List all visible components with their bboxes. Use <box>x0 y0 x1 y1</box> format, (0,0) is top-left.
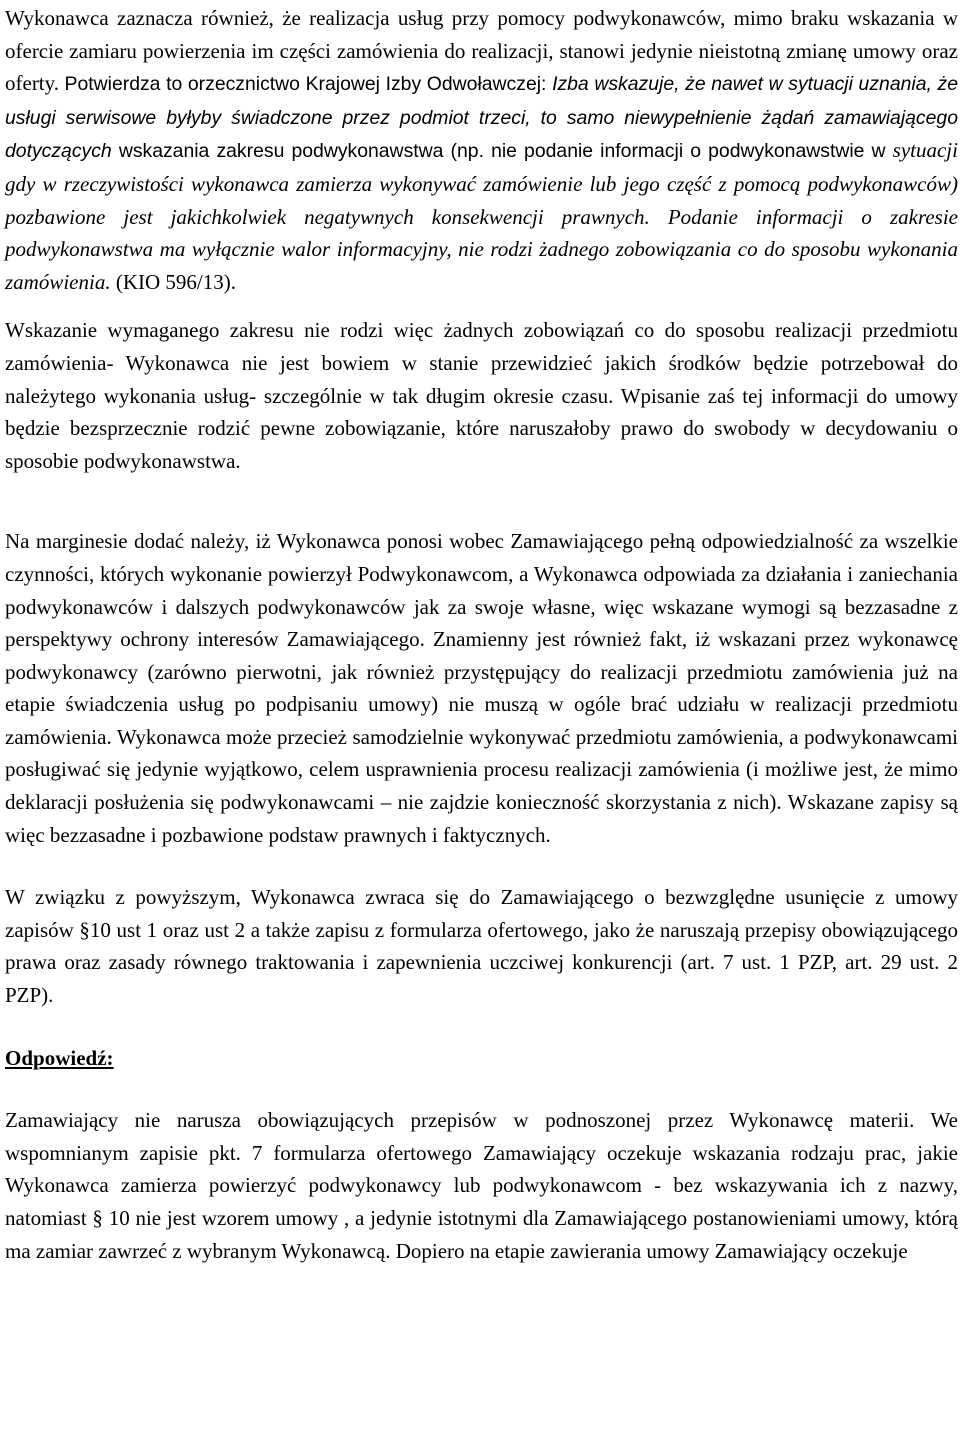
spacer <box>5 1074 958 1104</box>
spacer <box>5 1012 958 1042</box>
paragraph-answer: Zamawiający nie narusza obowiązujących przepisów w podnoszonej przez Wykonawcę materii. We wspomnianym zapisie pkt. 7 formularza ofertowego Zamawiający oczekuje wskazania rodzaju prac, jakie Wykonawca zamierza powierzyć podwykonawcy lub podwykonawcom - bez wskazywania ich z nazwy, natomiast § 10 nie jest wzorem umowy , a jedynie istotnymi dla Zamawiającego postanowieniami umowy, którą ma zamiar zawrzeć z wybranym Wykonawcą. Dopiero na etapie zawierania umowy Zamawiający oczekuje <box>5 1108 958 1263</box>
paragraph-text: Wykonawca zaznacza również, że realizacja usług przy pomocy podwykonawców, mimo braku wskazania w ofercie zamiaru powierzenia im części zamówienia do realizacji, stanowi jedynie nieistotną zmianę umowy oraz oferty. <box>5 6 958 96</box>
quote-text: sytuacji gdy w rzeczywistości wykonawca zamierza wykonywać zamówienie lub jego część z pomocą podwykonawców) pozbawione jest jakichkolwiek negatywnych konsekwencji prawnych. Podanie informacji o zakresie podwykonawstwa ma wyłącznie walor informacyjny, nie rodzi żadnego zobowiązania co do sposobu wykonania zamówienia. <box>5 138 958 294</box>
paragraph-text: Potwierdza to orzecznictwo Krajowej Izby Odwoławczej: <box>64 73 553 96</box>
section-heading: Odpowiedź: <box>5 1045 114 1070</box>
quote-text: Izba wskazuje, że nawet w sytuacji uznania, że usługi serwisowe byłyby świadczone przez podmiot trzeci, to samo niewypełnienie żądań zamawiającego dotyczących <box>5 73 958 163</box>
paragraph-liability: Na marginesie dodać należy, iż Wykonawca ponosi wobec Zamawiającego pełną odpowiedzialność za wszelkie czynności, których wykonanie powierzył Podwykonawcom, a Wykonawca odpowiada za działania i zaniechania podwykonawców i dalszych podwykonawców jak za swoje własne, więc wskazane wymogi są bezzasadne z perspektywy ochrony interesów Zamawiającego. Znamienny jest również fakt, iż wskazani przez wykonawcę podwykonawcy (zarówno pierwotni, jak również przystępujący do realizacji przedmiotu zamówienia już na etapie świadczenia usług po podpisaniu umowy) nie muszą w ogóle brać udziału w realizacji przedmiotu zamówienia. Wykonawca może przecież samodzielnie wykonywać przedmiotu zamówienia, a podwykonawcami posługiwać się jedynie wyjątkowo, celem usprawnienia procesu realizacji zamówienia (i możliwe jest, że mimo deklaracji posłużenia się podwykonawcami – nie zajdzie konieczność skorzystania z nich). Wskazane zapisy są więc bezzasadne i pozbawione podstaw prawnych i faktycznych. <box>5 529 958 847</box>
paragraph-subcontracting-note <box>5 2 958 298</box>
paragraph-request: W związku z powyższym, Wykonawca zwraca się do Zamawiającego o bezwzględne usunięcie z umowy zapisów §10 ust 1 oraz ust 2 a także zapisu z formularza ofertowego, jako że naruszają przepisy obowiązującego prawa oraz zasady równego traktowania i zapewnienia uczciwej konkurencji (art. 7 ust. 1 PZP, art. 29 ust. 2 PZP). <box>5 885 958 1008</box>
paragraph-scope: Wskazanie wymaganego zakresu nie rodzi więc żadnych zobowiązań co do sposobu realizacji przedmiotu zamówienia- Wykonawca nie jest bowiem w stanie przewidzieć jakich środków będzie potrzebował do należytego wykonania usług- szczególnie w tak długim okresie czasu. Wpisanie zaś tej informacji do umowy będzie bezsprzecznie rodzić pewne zobowiązanie, które naruszałoby prawo do swobody w decydowaniu o sposobie podwykonawstwa. <box>5 318 958 473</box>
citation-text: (KIO 596/13). <box>110 269 236 294</box>
quote-text: wskazania zakresu podwykonawstwa (np. nie podanie informacji o podwykonawstwie w <box>118 140 893 163</box>
spacer <box>5 851 958 881</box>
spacer <box>5 298 958 314</box>
spacer <box>5 477 958 525</box>
